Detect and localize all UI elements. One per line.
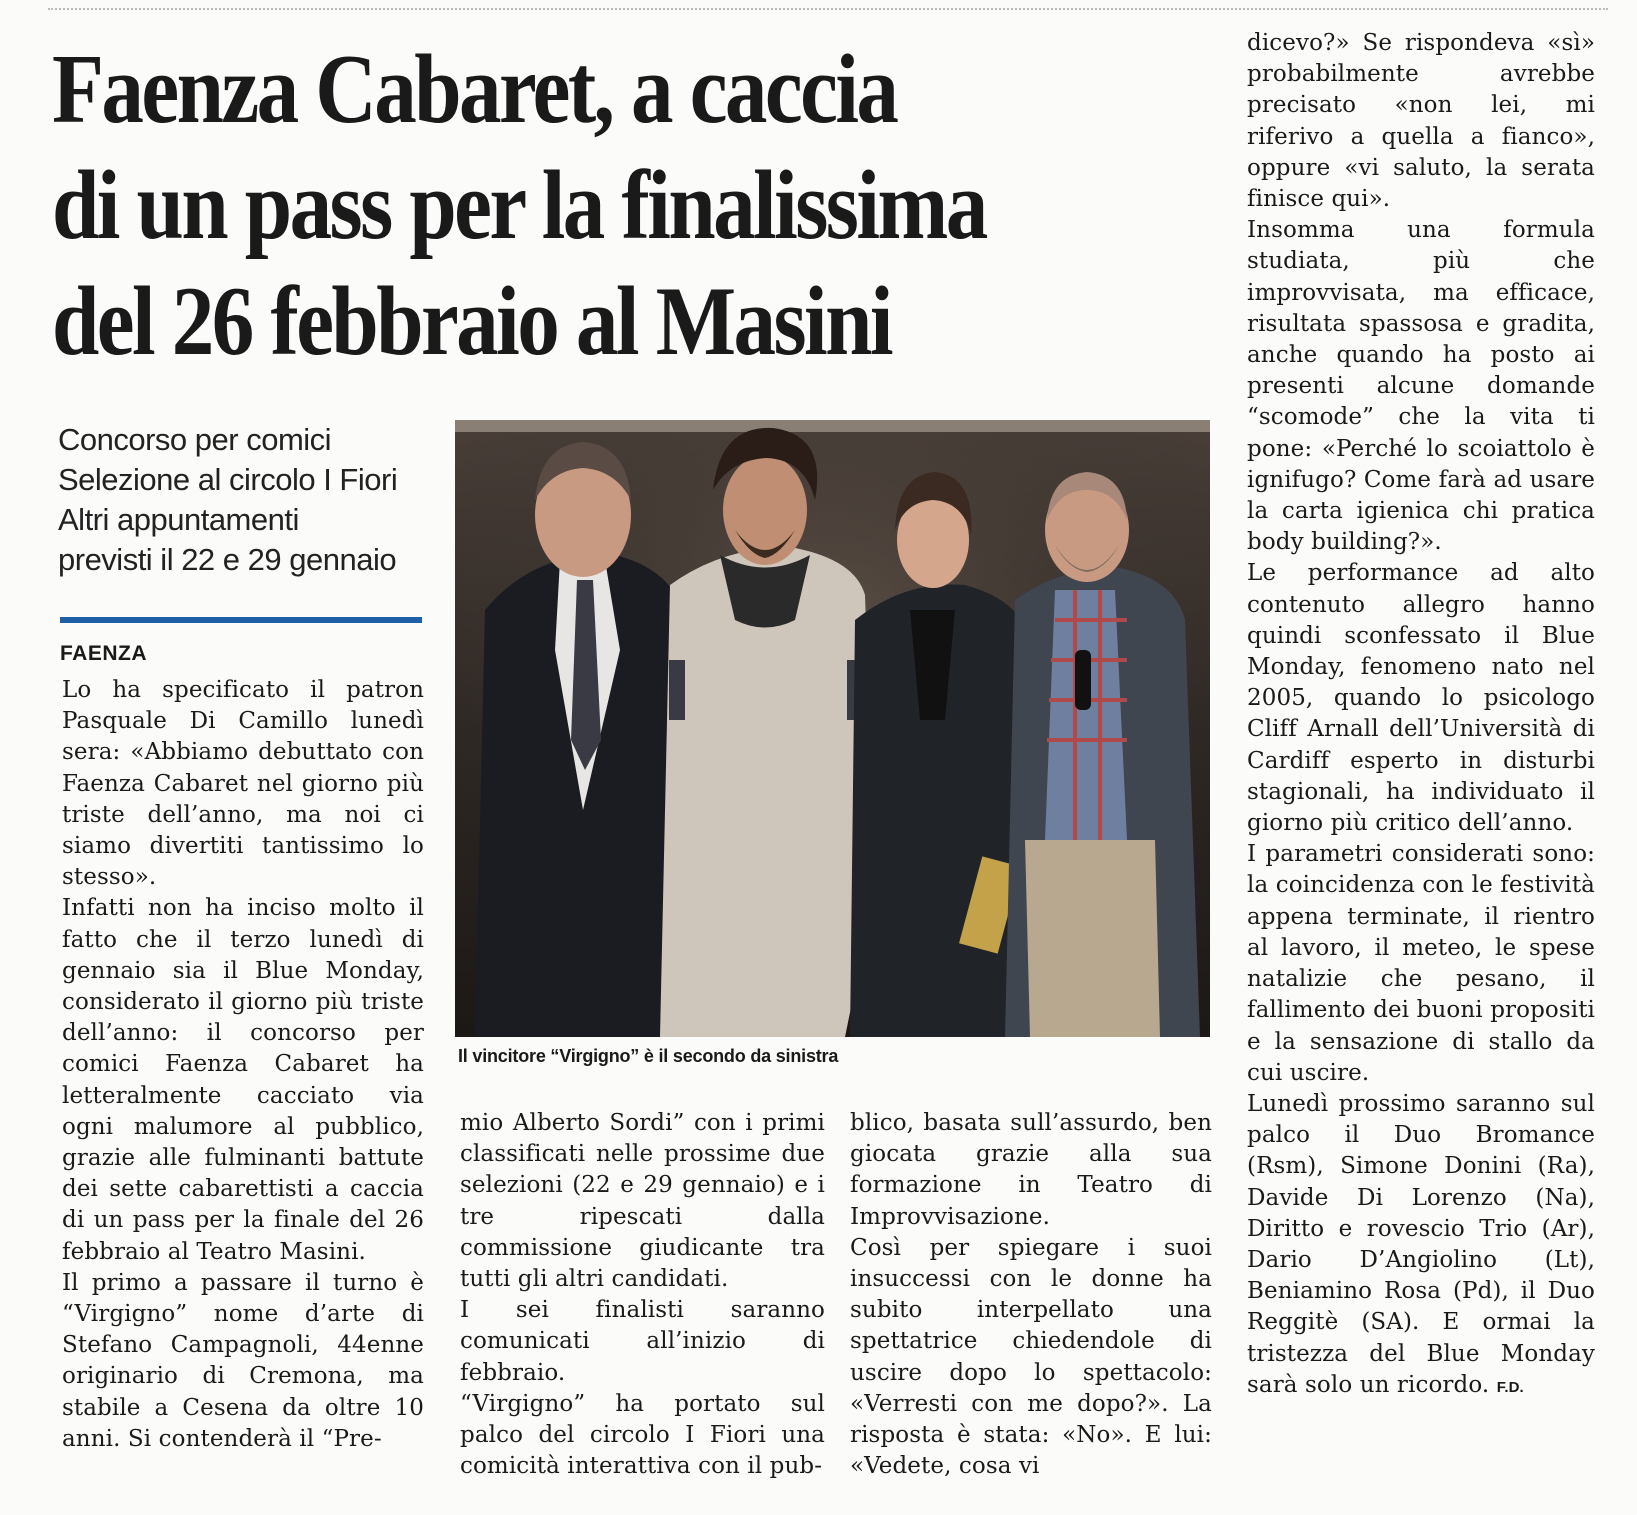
paragraph: Così per spiegare i suoi insuccessi con le donne ha subito interpellato una spettatrice chiedendole di uscire dopo lo spettacolo: «Verresti con me dopo?». La risposta è stata: «No». E lui: «Vedete, cosa vi — [850, 1234, 1212, 1480]
paragraph — [1247, 1089, 1595, 1403]
blue-divider — [60, 617, 422, 623]
paragraph: Il primo a passare il turno è “Virgigno” nome d’arte di Stefano Campagnoli, 44enne originario di Cremona, ma stabile a Cesena da oltre 10 anni. Si contenderà il “Pre- — [62, 1269, 424, 1452]
photo-caption: Il vincitore “Virgigno” è il secondo da sinistra — [458, 1046, 839, 1066]
paragraph: I sei finalisti saranno comunicati all’inizio di febbraio. — [460, 1297, 825, 1386]
subhead-line-2: Selezione al circolo I Fiori — [58, 462, 398, 497]
paragraph: blico, basata sull’assurdo, ben giocata grazie alla sua formazione in Teatro di Improvvisazione. — [850, 1110, 1212, 1230]
headline-line-3: del 26 febbraio al Masini — [52, 267, 891, 376]
paragraph: I parametri considerati sono: la coincidenza con le festività appena terminate, il rientro al lavoro, il meteo, le spese natalizie che pesano, il fallimento dei buoni propositi e la sensazione di stallo da cui uscire. — [1247, 841, 1595, 1086]
dateline: FAENZA — [60, 642, 147, 665]
author-signature: F.D. — [1496, 1378, 1524, 1396]
group-photo-illustration — [455, 420, 1210, 1037]
body-column-1 — [62, 675, 424, 1455]
paragraph: “Virgigno” ha portato sul palco del circolo I Fiori una comicità interattiva con il pub- — [460, 1390, 825, 1480]
article-headline — [52, 32, 1050, 380]
paragraph: mio Alberto Sordi” con i primi classificati nelle prossime due selezioni (22 e 29 gennaio) e i tre ripescati dalla commissione giudicante tra tutti gli altri candidati. — [460, 1110, 825, 1293]
subhead-line-4: previsti il 22 e 29 gennaio — [58, 542, 397, 577]
body-column-2 — [460, 1108, 825, 1482]
headline-line-2: di un pass per la finalissima — [52, 151, 986, 260]
body-column-3 — [850, 1108, 1212, 1482]
subhead-line-3: Altri appuntamenti — [58, 502, 299, 537]
body-column-4 — [1247, 28, 1595, 1403]
paragraph: Insomma una formula studiata, più che improvvisata, ma efficace, risultata spassosa e gradita, anche quando ha posto ai presenti alcune domande “scomode” che la vita ti pone: «Perché lo scoiattolo è ignifugo? Come farà ad usare la carta igienica chi pratica body building?». — [1247, 217, 1595, 556]
headline-line-1: Faenza Cabaret, a caccia — [52, 35, 897, 144]
subhead-line-1: Concorso per comici — [58, 422, 332, 457]
paragraph: Le performance ad alto contenuto allegro hanno quindi sconfessato il Blue Monday, fenomeno nato nel 2005, quando lo psicologo Cliff Arnall dell’Università di Cardiff esperto in disturbi stagionali, ha individuato il giorno più critico dell’anno. — [1247, 560, 1595, 837]
paragraph-text: Lunedì prossimo saranno sul palco il Duo Bromance (Rsm), Simone Donini (Ra), Davide Di Lorenzo (Na), Diritto e rovescio Trio (Ar), Dario D’Angiolino (Lt), Beniamino Rosa (Pd), il Duo Reggitè (SA). E ormai la tristezza del Blue Monday sarà solo un ricordo. — [1247, 1090, 1595, 1398]
top-border-rule — [48, 8, 1608, 10]
article-subhead — [58, 420, 418, 580]
paragraph: dicevo?» Se rispondeva «sì» probabilmente avrebbe precisato «non lei, mi riferivo a quella a fianco», oppure «vi saluto, la serata finisce qui». — [1247, 30, 1595, 213]
paragraph: Lo ha specificato il patron Pasquale Di Camillo lunedì sera: «Abbiamo debuttato con Faenza Cabaret nel giorno più triste dell’anno, ma noi ci siamo divertiti tantissimo lo stesso». — [62, 677, 424, 891]
article-photo — [455, 420, 1210, 1037]
paragraph: Infatti non ha inciso molto il fatto che il terzo lunedì di gennaio sia il Blue Monday, considerato il giorno più triste dell’anno: il concorso per comici Faenza Cabaret ha letteralmente cacciato via ogni malumore al pubblico, grazie alle fulminanti battute dei sette cabarettisti a caccia di un pass per la finale del 26 febbraio al Teatro Masini. — [62, 895, 424, 1265]
